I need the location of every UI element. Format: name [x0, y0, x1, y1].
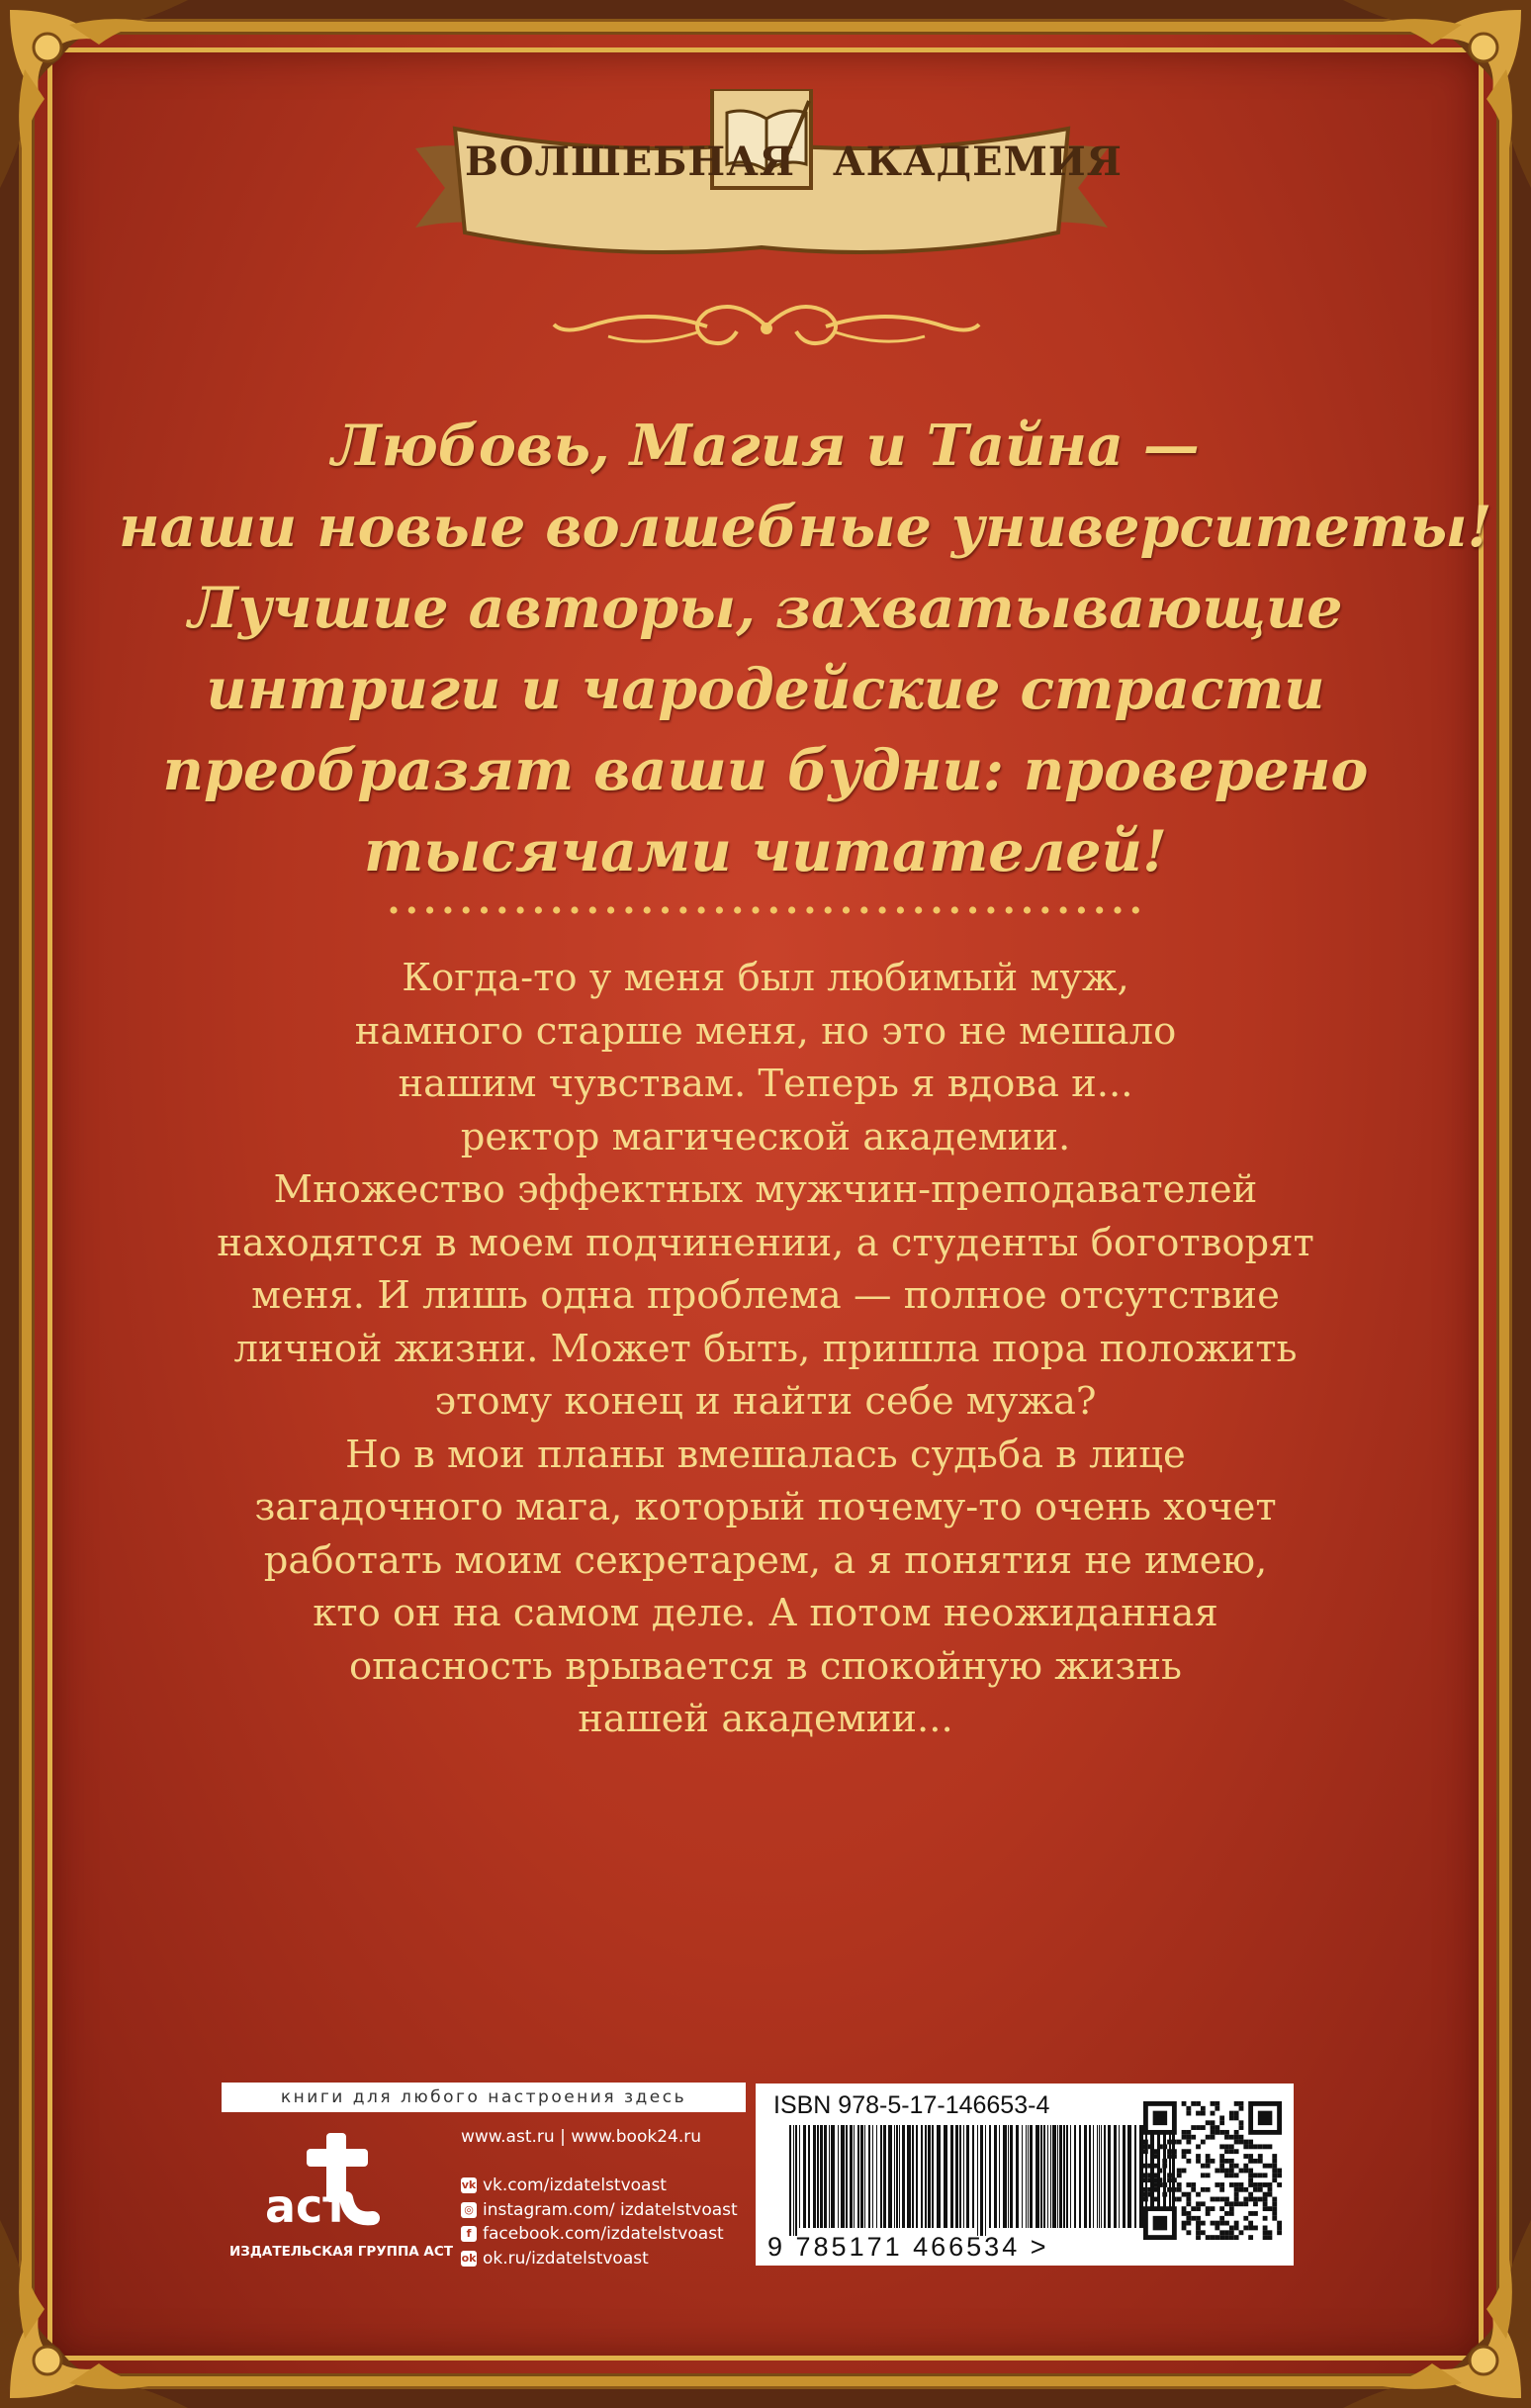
- annotation-line: Множество эффектных мужчин-преподавателей: [273, 1167, 1258, 1212]
- isbn-block: [756, 2084, 1294, 2266]
- annotation-line: Когда-то у меня был любимый муж,: [402, 956, 1129, 1000]
- flourish-divider-icon: [549, 287, 984, 366]
- social-link[interactable]: [461, 2199, 738, 2221]
- annotation-line: нашим чувствам. Теперь я вдова и...: [398, 1062, 1133, 1106]
- facebook-icon: f: [461, 2226, 477, 2242]
- annotation-line: намного старше меня, но это не мешало: [354, 1008, 1177, 1054]
- social-link[interactable]: [461, 2175, 738, 2196]
- annotation-line: меня. И лишь одна проблема — полное отсутствие: [251, 1273, 1280, 1318]
- qr-code-icon[interactable]: [1143, 2101, 1282, 2240]
- series-title-left: ВОЛШЕБНАЯ: [465, 139, 796, 185]
- social-link[interactable]: [461, 2248, 738, 2269]
- ornament-corner-icon: [0, 2220, 188, 2408]
- annotation-line: кто он на самом деле. А потом неожиданная: [313, 1591, 1218, 1635]
- instagram-icon: ◎: [461, 2202, 477, 2218]
- social-link-text: ok.ru/izdatelstvoast: [483, 2248, 649, 2269]
- slogan-line: Любовь, Магия и Тайна —: [331, 413, 1200, 479]
- annotation-line: этому конец и найти себе мужа?: [434, 1379, 1097, 1424]
- annotation-line: личной жизни. Может быть, пришла пора положить: [233, 1326, 1298, 1371]
- publisher-tagline: книги для любого настроения здесь: [280, 2087, 687, 2107]
- social-link[interactable]: [461, 2223, 738, 2245]
- ornament-corner-icon: [1343, 0, 1531, 188]
- publisher-links: [461, 2127, 738, 2271]
- slogan-line: тысячами читателей!: [364, 818, 1167, 884]
- ast-logo-icon: [259, 2127, 388, 2236]
- social-link-text: facebook.com/izdatelstvoast: [483, 2224, 724, 2244]
- annotation-line: работать моим секретарем, а я понятия не имею,: [263, 1537, 1268, 1583]
- annotation-line: загадочного мага, который почему-то очень хочет: [254, 1485, 1277, 1529]
- series-title-right: АКАДЕМИЯ: [833, 139, 1123, 185]
- publisher-websites[interactable]: www.ast.ru | www.book24.ru: [461, 2127, 701, 2147]
- slogan-line: преобразят ваши будни: проверено: [162, 737, 1369, 803]
- ornament-corner-icon: [1343, 2220, 1531, 2408]
- annotation-line: находятся в моем подчинении, а студенты боготворят: [217, 1220, 1314, 1265]
- svg-text:аст: аст: [265, 2179, 349, 2233]
- barcode-icon: [789, 2125, 1175, 2236]
- slogan-line: Лучшие авторы, захватывающие: [188, 575, 1343, 641]
- annotation-line: Но в мои планы вмешалась судьба в лице: [345, 1432, 1186, 1477]
- annotation-line: нашей академии...: [578, 1697, 953, 1741]
- odnoklassniki-icon: ok: [461, 2251, 477, 2265]
- series-slogan: [119, 406, 1492, 892]
- isbn-label: ISBN 978-5-17-146653-4: [773, 2091, 1050, 2119]
- publisher-tagline-bar: [222, 2083, 746, 2112]
- barcode-digits: 9 785171 466534 >: [767, 2232, 1049, 2262]
- social-link-text: instagram.com/ izdatelstvoast: [483, 2199, 738, 2220]
- publisher-caption: ИЗДАТЕЛЬСКАЯ ГРУППА АСТ: [229, 2244, 453, 2260]
- slogan-line: интриги и чародейские страсти: [206, 656, 1325, 722]
- slogan-line: наши новые волшебные университеты!: [119, 494, 1492, 560]
- dotted-divider-icon: [386, 902, 1145, 918]
- annotation-line: ректор магической академии.: [460, 1114, 1071, 1159]
- book-annotation: [138, 952, 1393, 1746]
- vk-icon: vk: [461, 2178, 477, 2191]
- ornament-corner-icon: [0, 0, 188, 188]
- annotation-line: опасность врывается в спокойную жизнь: [349, 1643, 1182, 1689]
- social-link-text: vk.com/izdatelstvoast: [483, 2176, 667, 2195]
